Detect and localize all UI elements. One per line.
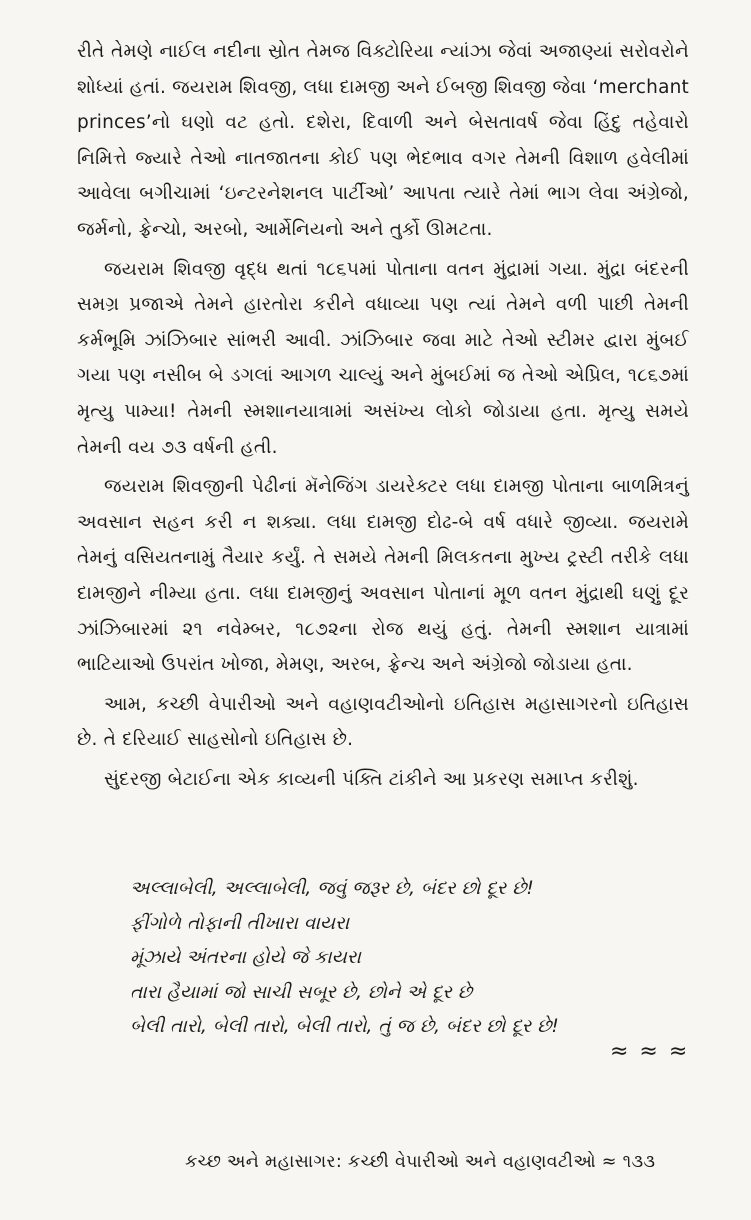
- paragraph-jayram-death: જયરામ શિવજી વૃદ્ધ થતાં ૧૮૬૫માં પોતાના વતન મુંદ્રામાં ગયા. મુંદ્રા બંદરની સમગ્ર પ્રજાએ તેમને હારતોરા કરીને વધાવ્યા પણ ત્યાં તેમને વળી પાછી તેમની કર્મભૂમિ ઝાંઝિબાર સાંભરી આવી. ઝાંઝિબાર જવા માટે તેઓ સ્ટીમર દ્વારા મુંબઈ ગયા પણ નસીબ બે ડગલાં આગળ ચાલ્યું અને મુંબઈમાં જ તેઓ એપ્રિલ, ૧૮૬૭માં મૃત્યુ પામ્યા! તેમની સ્મશાનયાત્રામાં અસંખ્ય લોકો જોડાયા હતા. મૃત્યુ સમયે તેમની વય ૭૩ વર્ષની હતી.: [77, 258, 689, 458]
- poem-line: બેલી તારો, બેલી તારો, બેલી તારો, તું જ છે, બંદર છો દૂર છે!: [130, 1016, 559, 1037]
- page-footer: કચ્છ અને મહાસાગર: કચ્છી વેપારીઓ અને વહાણવટીઓ ≈ ૧૩૩: [185, 1152, 656, 1172]
- paragraph-ladha-damji: જયરામ શિવજીની પેઢીનાં મૅનેજિંગ ડાયરેક્ટર લધા દામજી પોતાના બાળમિત્રનું અવસાન સહન કરી ન શક્યા. લધા દામજી દોઢ-બે વર્ષ વધારે જીવ્યા. જયરામે તેમનું વસિયતનામું તૈયાર કર્યું. તે સમયે તેમની મિલકતના મુખ્ય ટ્રસ્ટી તરીકે લધા દામજીને નીમ્યા હતા. લધા દામજીનું અવસાન પોતાનાં મૂળ વતન મુંદ્રાથી ઘણું દૂર ઝાંઝિબારમાં ૨૧ નવેમ્બર, ૧૮૭૨ના રોજ થયું હતું. તેમની સ્મશાન યાત્રામાં ભાટિયાઓ ઉપરાંત ખોજા, મેમણ, અરબ, ફ્રેન્ચ અને અંગ્રેજો જોડાયા હતા.: [77, 476, 689, 676]
- paragraph-poem-intro: સુંદરજી બેટાઈના એક કાવ્યની પંક્તિ ટાંકીને આ પ્રકરણ સમાપ્ત કરીશું.: [104, 768, 639, 790]
- poem-line: ફીંગોળે તોફાની તીખારા વાયરા: [130, 912, 350, 934]
- paragraph-continuation: રીતે તેમણે નાઈલ નદીના સ્રોત તેમજ વિક્ટોરિયા ન્યાંઝા જેવાં અજાણ્યાં સરોવરોને શોધ્યાં હતાં. જયરામ શિવજી, લધા દામજી અને ઈબજી શિવજી જેવા ‘merchant princes’નો ઘણો વટ હતો. દશેરા, દિવાળી અને બેસતાવર્ષ જેવા હિંદુ તહેવારો નિમિત્તે જ્યારે તેઓ નાતજાતના કોઈ પણ ભેદભાવ વગર તેમની વિશાળ હવેલીમાં આવેલા બગીચામાં ‘ઇન્ટરનેશનલ પાર્ટીઓ’ આપતા ત્યારે તેમાં ભાગ લેવા અંગ્રેજો, જર્મનો, ફ્રેન્ચો, અરબો, આર્મેનિયનો અને તુર્કો ઊમટતા.: [77, 41, 689, 240]
- poem-line: તારા હૈયામાં જો સાચી સબૂર છે, છોને એ દૂર છે: [130, 981, 473, 1003]
- paragraph-conclusion: આમ, કચ્છી વેપારીઓ અને વહાણવટીઓનો ઇતિહાસ મહાસાગરનો ઇતિહાસ છે. તે દરિયાઈ સાહસોનો ઇતિહાસ છે.: [77, 693, 689, 751]
- poem-quote: [130, 872, 650, 1045]
- section-end-mark: ≈ ≈ ≈: [610, 1039, 690, 1064]
- poem-line: મૂંઝાયે અંતરના હોયે જે કાયરા: [130, 947, 361, 968]
- poem-line: અલ્લાબેલી, અલ્લાબેલી, જવું જરૂર છે, બંદર છો દૂર છે!: [130, 878, 534, 899]
- body-text: [77, 34, 689, 801]
